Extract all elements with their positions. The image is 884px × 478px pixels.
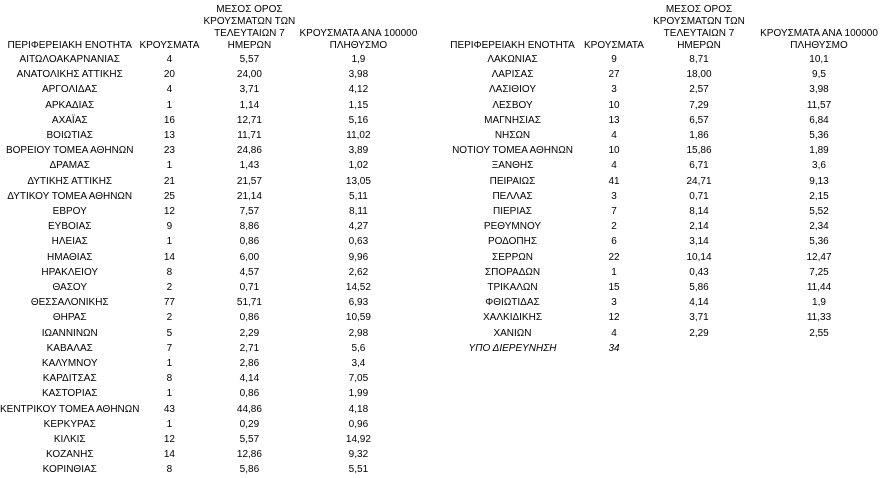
cell-avg: 0,29 [239,418,260,430]
cell-per100k: 0,96 [348,418,369,430]
cell-region: ΗΡΑΚΛΕΙΟΥ [41,266,99,278]
cell-region: ΚΙΛΚΙΣ [53,434,86,446]
cell-cases: 1 [166,160,173,172]
cell-cases: 12 [163,206,175,218]
cell-avg: 3,14 [689,236,709,248]
cell-avg: 10,14 [686,251,712,263]
table-row [0,204,417,219]
table-row [0,326,417,341]
cell-region: ΣΠΟΡΑΔΩΝ [484,266,541,278]
cell-avg: 0,71 [239,282,260,294]
cell-avg: 21,57 [236,175,262,187]
cell-region: ΘΑΣΟΥ [52,282,88,294]
cell-avg: 0,43 [689,266,709,278]
cell-region: ΚΟΖΑΝΗΣ [45,449,94,461]
cell-per100k: 5,16 [348,114,369,126]
header-region: ΠΕΡΙΦΕΡΕΙΑΚΗ ΕΝΟΤΗΤΑ [7,40,132,51]
cell-region: ΗΜΑΘΙΑΣ [47,251,93,263]
cell-cases: 27 [608,69,620,81]
note-row [441,341,884,356]
cell-per100k: 4,18 [348,403,369,415]
table-row [0,432,417,447]
cell-cases: 21 [163,175,175,187]
note-value: 34 [608,342,620,354]
table-row [0,128,417,143]
cell-cases: 1 [166,358,173,370]
cell-avg: 4,14 [239,373,260,385]
table-row [0,250,417,265]
left-table-body [0,52,417,478]
cell-region: ΑΧΑΪΑΣ [51,114,88,126]
table-row [0,67,417,82]
cell-cases: 12 [608,312,620,324]
table-row [441,265,884,280]
cell-region: ΗΛΕΙΑΣ [51,236,88,248]
header-cases: ΚΡΟΥΣΜΑΤΑ [584,40,644,51]
cell-per100k: 5,36 [809,236,829,248]
cell-avg: 0,86 [239,236,260,248]
cell-avg: 3,71 [239,84,260,96]
cell-per100k: 2,34 [809,221,829,233]
cell-region: ΚΑΛΥΜΝΟΥ [41,358,98,370]
cell-region: ΔΥΤΙΚΟΥ ΤΟΜΕΑ ΑΘΗΝΩΝ [7,190,133,202]
cell-cases: 8 [166,373,173,385]
table-row [441,98,884,113]
cell-region: ΚΕΡΚΥΡΑΣ [43,418,96,430]
table-row [0,265,417,280]
cell-region: ΣΕΡΡΩΝ [492,251,533,263]
table-row [0,386,417,401]
table-row [0,234,417,249]
cell-cases: 77 [163,297,175,309]
cell-avg: 5,86 [689,282,709,294]
cell-region: ΕΒΡΟΥ [52,206,87,218]
cell-cases: 6 [611,236,617,248]
cell-avg: 4,14 [689,297,709,309]
table-row [441,158,884,173]
header-avg: ΜΕΣΟΣ ΟΡΟΣ ΚΡΟΥΣΜΑΤΩΝ ΤΩΝ ΤΕΛΕΥΤΑΙΩΝ 7 ΗΜΕΡΩΝ [653,4,745,51]
cell-per100k: 7,25 [809,266,829,278]
cell-region: ΝΗΣΩΝ [494,130,531,142]
header-row [0,0,417,52]
cell-region: ΙΩΑΝΝΙΝΩΝ [41,327,98,339]
table-row [0,356,417,371]
table-row [0,295,417,310]
cell-per100k: 4,27 [348,221,369,233]
cell-avg: 7,29 [689,99,709,111]
cell-per100k: 11,57 [806,99,832,111]
cell-cases: 2 [166,282,173,294]
cell-per100k: 5,51 [348,464,369,476]
cell-region: ΛΑΣΙΘΙΟΥ [489,84,536,96]
table-row [441,204,884,219]
cell-cases: 25 [163,190,175,202]
cell-per100k: 3,98 [348,69,369,81]
cell-per100k: 1,9 [351,54,366,65]
cell-region: ΚΑΣΤΟΡΙΑΣ [41,388,98,400]
table-row [441,52,884,67]
cell-per100k: 6,93 [348,297,369,309]
cell-cases: 1 [166,418,173,430]
cell-region: ΘΕΣΣΑΛΟΝΙΚΗΣ [30,297,109,309]
cell-avg: 5,57 [239,54,260,65]
table-row [0,402,417,417]
cell-per100k: 14,52 [345,282,371,294]
cell-cases: 8 [166,266,173,278]
table-row [441,219,884,234]
cell-region: ΒΟΙΩΤΙΑΣ [46,130,93,142]
cell-avg: 6,00 [239,251,260,263]
cell-avg: 3,71 [689,312,709,324]
cell-cases: 3 [611,84,617,96]
table-row [0,371,417,386]
cell-per100k: 8,11 [349,206,368,218]
table-row [441,113,884,128]
cell-per100k: 0,63 [348,236,369,248]
cell-avg: 51,71 [236,297,262,309]
cell-region: ΒΟΡΕΙΟΥ ΤΟΜΕΑ ΑΘΗΝΩΝ [5,145,134,157]
cell-avg: 1,43 [239,160,260,172]
cell-per100k: 3,6 [812,160,826,172]
cell-avg: 2,57 [689,84,709,96]
cell-region: ΞΑΝΘΗΣ [491,160,534,172]
cell-avg: 2,29 [689,327,709,339]
right-table [441,0,884,356]
table-row [441,250,884,265]
cell-cases: 4 [611,327,617,339]
cell-cases: 9 [611,54,617,65]
cell-per100k: 11,02 [346,130,371,142]
cell-avg: 5,86 [239,464,260,476]
cell-cases: 4 [166,54,173,65]
cell-region: ΕΥΒΟΙΑΣ [48,221,92,233]
cell-cases: 22 [608,251,620,263]
cell-region: ΠΕΛΛΑΣ [492,190,533,202]
cell-per100k: 3,98 [809,84,829,96]
cell-region: ΑΝΑΤΟΛΙΚΗΣ ΑΤΤΙΚΗΣ [16,69,123,81]
table-row [0,82,417,97]
cell-avg: 21,14 [236,190,262,202]
table-row [441,128,884,143]
table-row [441,310,884,325]
cell-region: ΔΡΑΜΑΣ [49,160,90,172]
cell-avg: 24,71 [686,175,712,187]
cell-cases: 13 [608,114,620,126]
table-row [0,113,417,128]
cell-region: ΚΟΡΙΝΘΙΑΣ [42,464,97,476]
table-row [441,82,884,97]
cell-per100k: 9,13 [809,175,829,187]
table-row [441,67,884,82]
right-table-body [441,52,884,341]
cell-cases: 14 [163,449,175,461]
cell-region: ΛΕΣΒΟΥ [492,99,533,111]
cell-region: ΚΑΡΔΙΤΣΑΣ [42,373,97,385]
cell-region: ΠΙΕΡΙΑΣ [493,206,532,218]
cell-cases: 1 [166,388,173,400]
cell-region: ΚΑΒΑΛΑΣ [46,342,93,354]
cell-cases: 23 [163,145,175,157]
cell-per100k: 2,55 [809,327,829,339]
cell-per100k: 14,92 [345,434,371,446]
cell-cases: 20 [163,69,175,81]
cell-region: ΑΙΤΩΛΟΑΚΑΡΝΑΝΙΑΣ [19,54,120,65]
cell-avg: 5,57 [239,434,260,446]
cell-avg: 0,71 [689,190,709,202]
cell-region: ΡΟΔΟΠΗΣ [487,236,538,248]
cell-cases: 4 [611,160,617,172]
table-row [0,98,417,113]
cell-cases: 43 [163,403,175,415]
cell-per100k: 1,15 [348,99,369,111]
table-row [0,447,417,462]
table-row [441,143,884,158]
cell-cases: 7 [611,206,617,218]
cell-region: ΛΑΚΩΝΙΑΣ [487,54,538,65]
cell-cases: 4 [166,84,173,96]
cell-region: ΡΕΘΥΜΝΟΥ [483,221,542,233]
cell-cases: 10 [608,145,620,157]
cell-region: ΚΕΝΤΡΙΚΟΥ ΤΟΜΕΑ ΑΘΗΝΩΝ [0,403,140,415]
cell-avg: 8,71 [689,54,709,65]
cell-cases: 3 [611,190,617,202]
cell-per100k: 1,9 [812,297,826,309]
cell-region: ΧΑΝΙΩΝ [493,327,532,339]
header-row [441,0,884,52]
table-row [441,295,884,310]
cell-avg: 7,57 [239,206,260,218]
cell-per100k: 3,89 [348,145,369,157]
cell-per100k: 9,5 [812,69,826,81]
cell-avg: 0,86 [239,388,260,400]
cell-region: ΤΡΙΚΑΛΩΝ [487,282,538,294]
table-row [0,417,417,432]
table-row [0,341,417,356]
cell-region: ΑΡΓΟΛΙΔΑΣ [42,84,98,96]
cell-per100k: 5,6 [351,342,366,354]
cell-avg: 18,00 [686,69,712,81]
header-region: ΠΕΡΙΦΕΡΕΙΑΚΗ ΕΝΟΤΗΤΑ [450,40,575,51]
cell-avg: 24,86 [236,145,262,157]
cell-avg: 2,29 [239,327,260,339]
table-row [441,280,884,295]
note-label: ΥΠΟ ΔΙΕΡΕΥΝΗΣΗ [468,342,557,354]
cell-region: ΝΟΤΙΟΥ ΤΟΜΕΑ ΑΘΗΝΩΝ [452,145,573,157]
table-row [0,280,417,295]
cell-avg: 8,14 [689,206,709,218]
cell-cases: 10 [608,99,620,111]
cell-per100k: 7,05 [348,373,369,385]
cell-per100k: 3,4 [351,358,366,370]
header-per100k: ΚΡΟΥΣΜΑΤΑ ΑΝΑ 100000 ΠΛΗΘΥΣΜΟ [299,28,418,51]
cell-avg: 6,71 [689,160,709,172]
cell-per100k: 2,15 [809,190,829,202]
header-per100k: ΚΡΟΥΣΜΑΤΑ ΑΝΑ 100000 ΠΛΗΘΥΣΜΟ [760,28,878,51]
cell-per100k: 11,33 [806,312,832,324]
table-row [0,143,417,158]
cell-cases: 7 [166,342,173,354]
cell-per100k: 5,11 [349,190,368,202]
cell-avg: 44,86 [236,403,262,415]
cell-per100k: 11,44 [806,282,832,294]
cell-region: ΛΑΡΙΣΑΣ [491,69,534,81]
cell-avg: 2,14 [689,221,709,233]
table-row [441,326,884,341]
cell-region: ΔΥΤΙΚΗΣ ΑΤΤΙΚΗΣ [27,175,113,187]
cell-cases: 41 [608,175,620,187]
cell-per100k: 10,1 [809,54,829,65]
cell-cases: 1 [166,99,173,111]
cell-avg: 8,86 [239,221,260,233]
left-table [0,0,417,478]
cell-cases: 1 [166,236,173,248]
cell-per100k: 2,62 [348,266,369,278]
table-row [0,310,417,325]
cell-per100k: 9,32 [348,449,369,461]
table-row [441,234,884,249]
cell-cases: 1 [611,266,617,278]
table-row [0,189,417,204]
cell-region: ΑΡΚΑΔΙΑΣ [45,99,95,111]
cell-per100k: 1,89 [809,145,829,157]
cell-per100k: 13,05 [345,175,371,187]
table-row [0,158,417,173]
header-cases: ΚΡΟΥΣΜΑΤΑ [139,40,200,51]
cell-per100k: 2,98 [348,327,369,339]
cell-avg: 2,71 [239,342,260,354]
header-avg: ΜΕΣΟΣ ΟΡΟΣ ΚΡΟΥΣΜΑΤΩΝ ΤΩΝ ΤΕΛΕΥΤΑΙΩΝ 7 ΗΜΕΡΩΝ [203,4,296,51]
cell-per100k: 12,47 [806,251,832,263]
cell-per100k: 4,12 [348,84,369,96]
cell-cases: 9 [166,221,173,233]
cell-per100k: 1,02 [348,160,369,172]
cell-per100k: 5,36 [809,130,829,142]
cell-cases: 15 [608,282,620,294]
cell-avg: 11,71 [237,130,262,142]
cell-per100k: 9,96 [348,251,369,263]
table-row [0,219,417,234]
cell-avg: 4,57 [239,266,260,278]
table-row [441,174,884,189]
cell-per100k: 10,59 [345,312,371,324]
cell-avg: 6,57 [689,114,709,126]
table-row [0,462,417,477]
cell-cases: 2 [166,312,173,324]
cell-avg: 1,14 [239,99,260,111]
cell-avg: 12,71 [236,114,262,126]
cell-cases: 14 [163,251,175,263]
table-row [441,189,884,204]
cell-per100k: 5,52 [809,206,829,218]
cell-avg: 2,86 [239,358,260,370]
cell-avg: 24,00 [236,69,262,81]
cell-region: ΦΘΙΩΤΙΔΑΣ [485,297,540,309]
cell-region: ΘΗΡΑΣ [52,312,87,324]
table-row [0,52,417,67]
cell-avg: 15,86 [686,145,712,157]
cell-cases: 16 [163,114,175,126]
cell-region: ΧΑΛΚΙΔΙΚΗΣ [483,312,542,324]
cell-cases: 3 [611,297,617,309]
cell-cases: 2 [611,221,617,233]
cell-region: ΜΑΓΝΗΣΙΑΣ [484,114,541,126]
cell-avg: 0,86 [239,312,260,324]
cell-avg: 12,86 [236,449,262,461]
cell-per100k: 1,99 [348,388,369,400]
cell-cases: 5 [166,327,173,339]
cell-cases: 12 [163,434,175,446]
cell-region: ΠΕΙΡΑΙΩΣ [489,175,536,187]
cell-cases: 4 [611,130,617,142]
cell-per100k: 6,84 [809,114,829,126]
table-row [0,174,417,189]
cell-cases: 13 [163,130,175,142]
cell-avg: 1,86 [689,130,709,142]
cell-cases: 8 [166,464,173,476]
